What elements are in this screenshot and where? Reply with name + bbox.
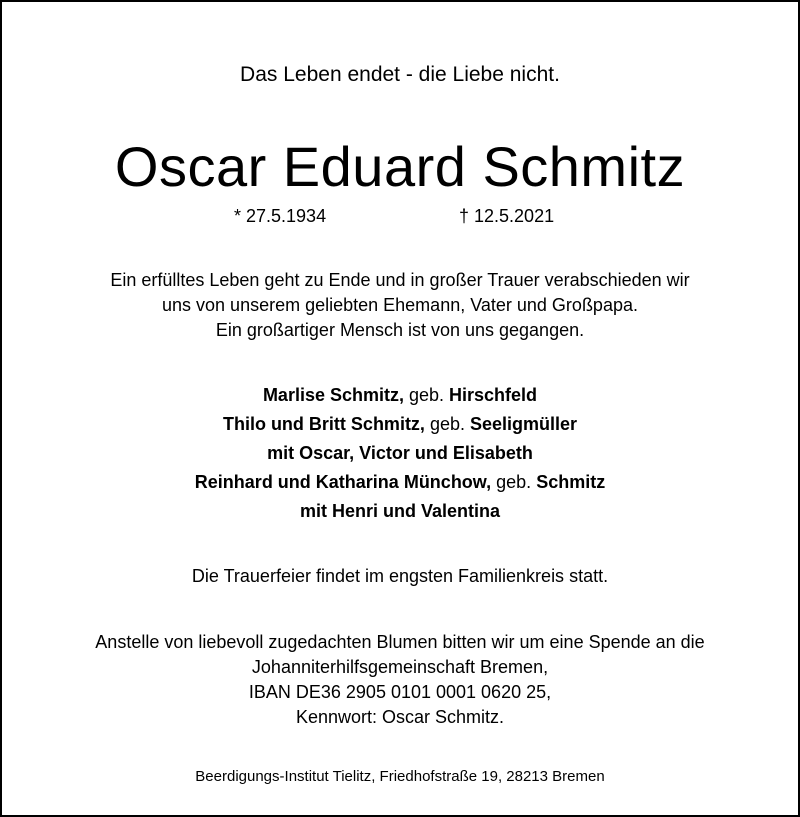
death-date: † 12.5.2021	[459, 206, 555, 226]
life-dates	[2, 204, 798, 228]
family-member-name: Reinhard und Katharina Münchow,	[194, 472, 492, 492]
intro-line: uns von unserem geliebten Ehemann, Vater und Großpapa.	[162, 295, 638, 315]
maiden-name: Schmitz	[536, 472, 606, 492]
geb-label: geb.	[424, 414, 470, 434]
birth-date: * 27.5.1934	[234, 206, 327, 226]
funeral-home: Beerdigungs-Institut Tielitz, Friedhofstraße 19, 28213 Bremen	[195, 768, 605, 785]
intro-line: Ein erfülltes Leben geht zu Ende und in großer Trauer verabschieden wir	[110, 270, 690, 290]
family-entry	[2, 381, 798, 410]
donation-line: IBAN DE36 2905 0101 0001 0620 25,	[248, 682, 552, 702]
family-entry	[2, 410, 798, 439]
maiden-name: Seeligmüller	[469, 414, 578, 434]
maiden-name: Hirschfeld	[449, 385, 538, 405]
geb-label: geb.	[491, 472, 537, 492]
family-entry: mit Henri und Valentina	[299, 501, 501, 521]
ceremony-note: Die Trauerfeier findet im engsten Familienkreis statt.	[191, 566, 609, 586]
family-list	[2, 381, 798, 526]
intro-line: Ein großartiger Mensch ist von uns gegangen.	[215, 320, 585, 340]
family-member-name: Thilo und Britt Schmitz,	[222, 414, 425, 434]
donation-line: Johanniterhilfsgemeinschaft Bremen,	[251, 657, 549, 677]
donation-line: Kennwort: Oscar Schmitz.	[295, 707, 505, 727]
geb-label: geb.	[403, 385, 450, 405]
family-entry: mit Oscar, Victor und Elisabeth	[267, 443, 533, 463]
deceased-name: Oscar Eduard Schmitz	[114, 135, 686, 198]
motto: Das Leben endet - die Liebe nicht.	[240, 63, 560, 86]
family-entry	[2, 468, 798, 497]
donation-line: Anstelle von liebevoll zugedachten Blumen bitten wir um eine Spende an die	[95, 632, 705, 652]
family-member-name: Marlise Schmitz,	[262, 385, 404, 405]
donation-note	[2, 630, 798, 730]
intro-text	[2, 268, 798, 343]
